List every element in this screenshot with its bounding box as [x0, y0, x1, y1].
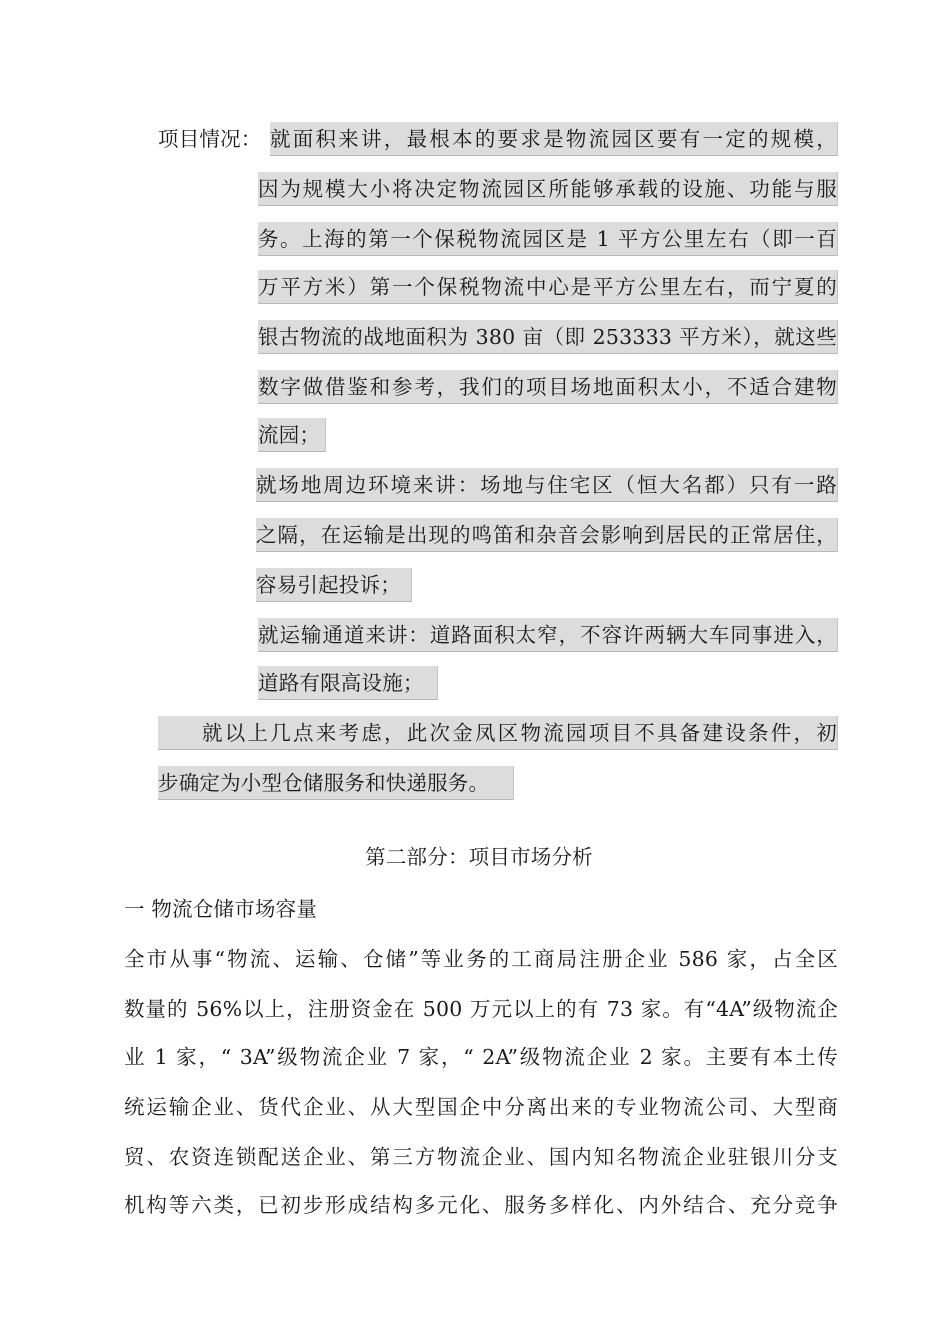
market-line-1: 全市从事“物流、运输、仓储”等业务的工商局注册企业 586 家，占全区 — [124, 947, 838, 971]
conclusion-line-2: 步确定为小型仓储服务和快递服务。 — [158, 766, 514, 800]
market-line-2: 数量的 56%以上，注册资金在 500 万元以上的有 73 家。有“4A”级物流企 — [124, 997, 838, 1021]
section-heading: 一 物流仓储市场容量 — [124, 897, 318, 921]
market-line-3: 业 1 家，“ 3A”级物流企业 7 家，“ 2A”级物流企业 2 家。主要有本土传 — [124, 1045, 838, 1069]
project-status-line-4: 万平方米）第一个保税物流中心是平方公里左右，而宁夏的 — [258, 270, 838, 304]
market-line-5: 贸、农资连锁配送企业、第三方物流企业、国内知名物流企业驻银川分支 — [124, 1145, 838, 1169]
part-title: 第二部分：项目市场分析 — [365, 845, 593, 869]
project-status-line-2: 因为规模大小将决定物流园区所能够承载的设施、功能与服 — [258, 172, 838, 206]
project-status-label: 项目情况： — [158, 127, 262, 151]
environment-line-1: 就场地周边环境来讲：场地与住宅区（恒大名都）只有一路 — [256, 468, 838, 502]
environment-line-3: 容易引起投诉； — [256, 568, 412, 602]
project-status-line-7: 流园； — [258, 418, 326, 452]
project-status-line-1: 就面积来讲，最根本的要求是物流园区要有一定的规模， — [270, 122, 838, 156]
market-line-6: 机构等六类，已初步形成结构多元化、服务多样化、内外结合、充分竞争 — [124, 1193, 838, 1217]
conclusion-line-1: 就以上几点来考虑，此次金凤区物流园项目不具备建设条件，初 — [158, 716, 838, 750]
project-status-line-5: 银古物流的战地面积为 380 亩（即 253333 平方米），就这些 — [258, 320, 838, 354]
environment-line-2: 之隔，在运输是出现的鸣笛和杂音会影响到居民的正常居住， — [256, 518, 838, 552]
market-line-4: 统运输企业、货代企业、从大型国企中分离出来的专业物流公司、大型商 — [124, 1095, 838, 1119]
transport-line-2: 道路有限高设施； — [258, 666, 438, 700]
project-status-line-6: 数字做借鉴和参考，我们的项目场地面积太小，不适合建物 — [258, 370, 838, 404]
project-status-line-3: 务。上海的第一个保税物流园区是 1 平方公里左右（即一百 — [258, 222, 838, 256]
transport-line-1: 就运输通道来讲：道路面积太窄，不容许两辆大车同事进入， — [258, 618, 838, 652]
